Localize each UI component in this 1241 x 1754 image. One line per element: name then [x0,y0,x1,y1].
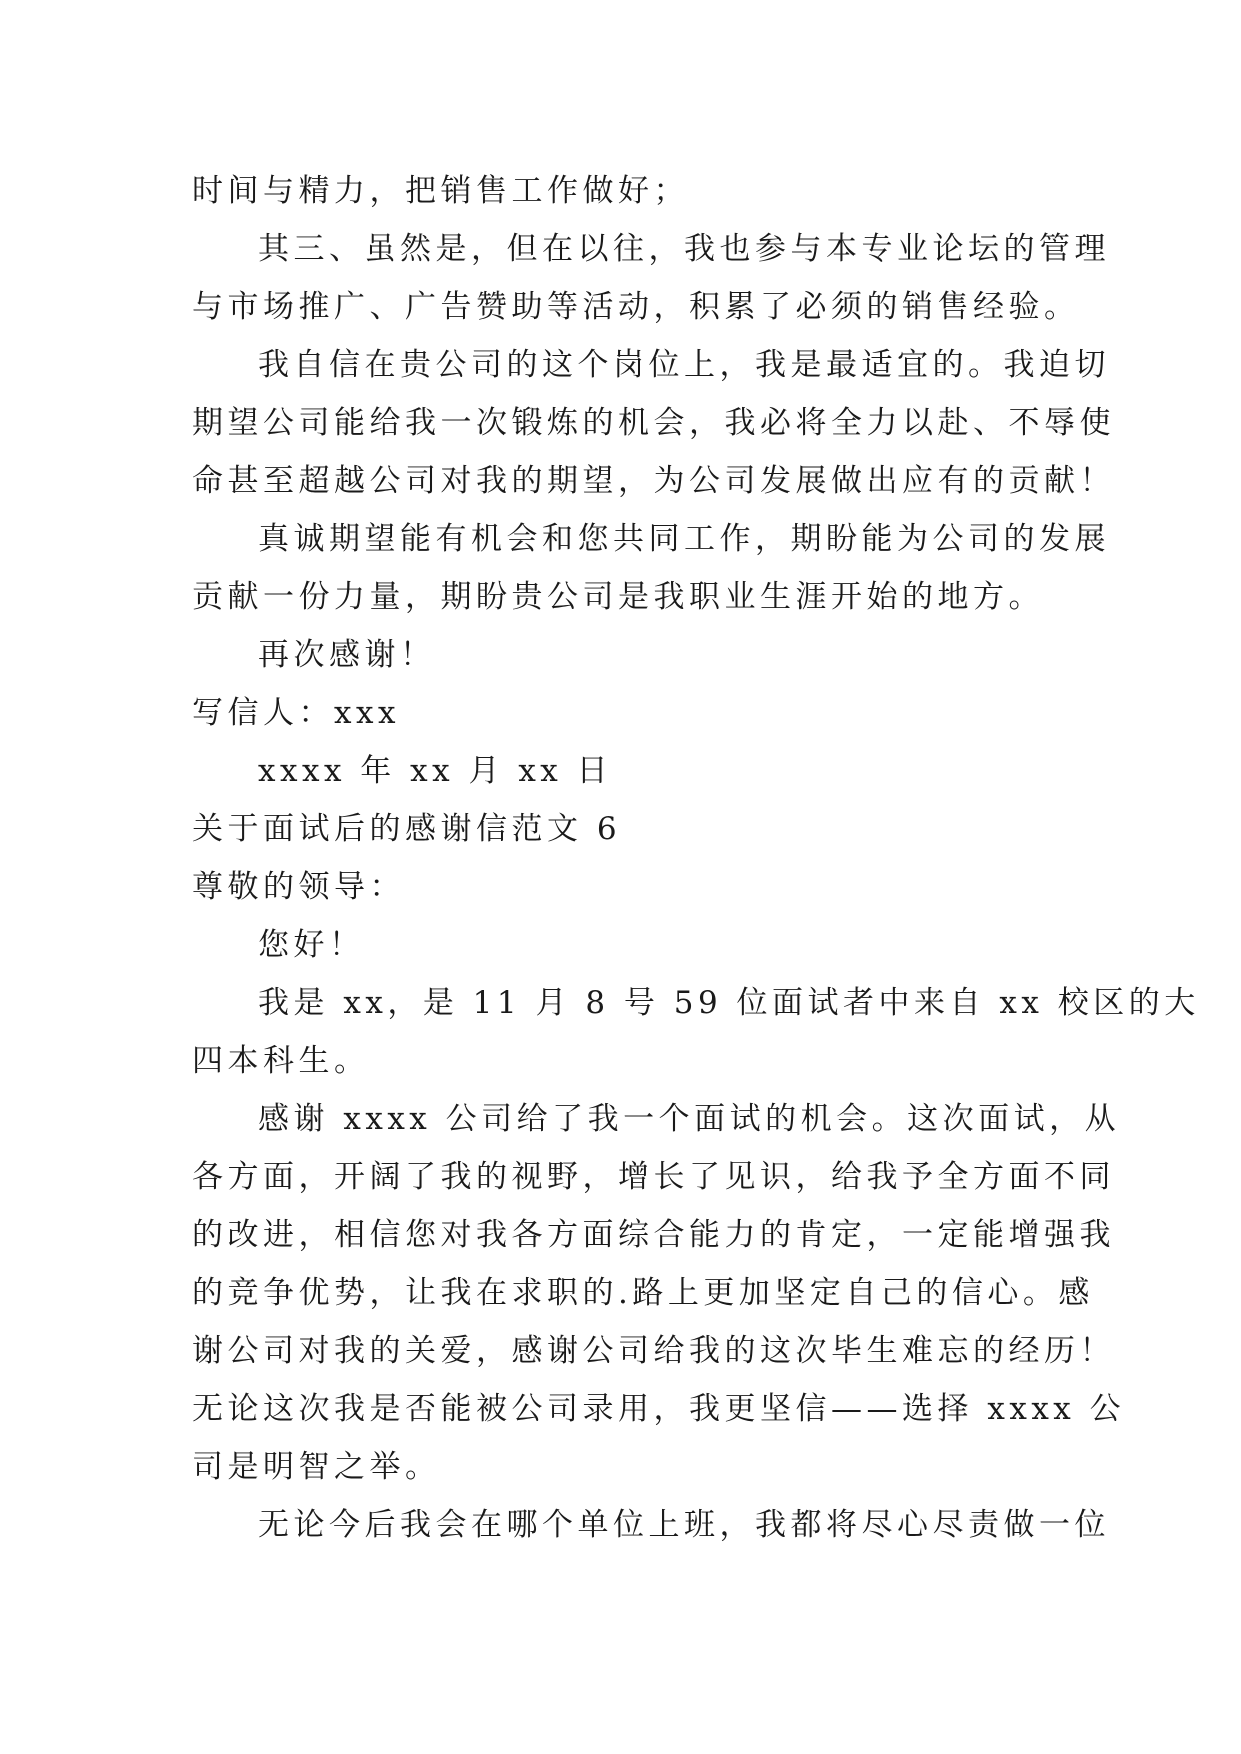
text-line: 贡献一份力量，期盼贵公司是我职业生涯开始的地方。 [192,579,1044,615]
text-line: 与市场推广、广告赞助等活动，积累了必须的销售经验。 [192,289,1080,325]
text-line: 司是明智之举。 [192,1449,441,1485]
text-line: 的改进，相信您对我各方面综合能力的肯定，一定能增强我 [192,1217,1115,1253]
text-line: 我自信在贵公司的这个岗位上，我是最适宜的。我迫切 [258,347,1110,383]
section-title: 关于面试后的感谢信范文 6 [192,811,622,847]
text-line: 感谢 xxxx 公司给了我一个面试的机会。这次面试，从 [258,1101,1121,1137]
signature-writer: 写信人：xxx [192,695,400,731]
greeting: 您好！ [258,927,365,963]
text-line: 无论今后我会在哪个单位上班，我都将尽心尽责做一位 [258,1507,1110,1543]
closing-thanks: 再次感谢！ [258,637,436,673]
text-line: 时间与精力，把销售工作做好； [192,173,689,209]
text-line: 期望公司能给我一次锻炼的机会，我必将全力以赴、不辱使 [192,405,1115,441]
text-line: 其三、虽然是，但在以往，我也参与本专业论坛的管理 [258,231,1110,267]
text-line: 的竞争优势，让我在求职的.路上更加坚定自己的信心。感 [192,1275,1094,1311]
text-line: 我是 xx，是 11 月 8 号 59 位面试者中来自 xx 校区的大 [258,985,1200,1021]
text-line: 谢公司对我的关爱，感谢公司给我的这次毕生难忘的经历！ [192,1333,1115,1369]
signature-date: xxxx 年 xx 月 xx 日 [258,753,613,789]
text-line: 四本科生。 [192,1043,370,1079]
text-line: 命甚至超越公司对我的期望，为公司发展做出应有的贡献！ [192,463,1115,499]
text-line: 真诚期望能有机会和您共同工作，期盼能为公司的发展 [258,521,1110,557]
text-line: 各方面，开阔了我的视野，增长了见识，给我予全方面不同 [192,1159,1115,1195]
text-line: 无论这次我是否能被公司录用，我更坚信——选择 xxxx 公 [192,1391,1126,1427]
salutation: 尊敬的领导： [192,869,405,905]
